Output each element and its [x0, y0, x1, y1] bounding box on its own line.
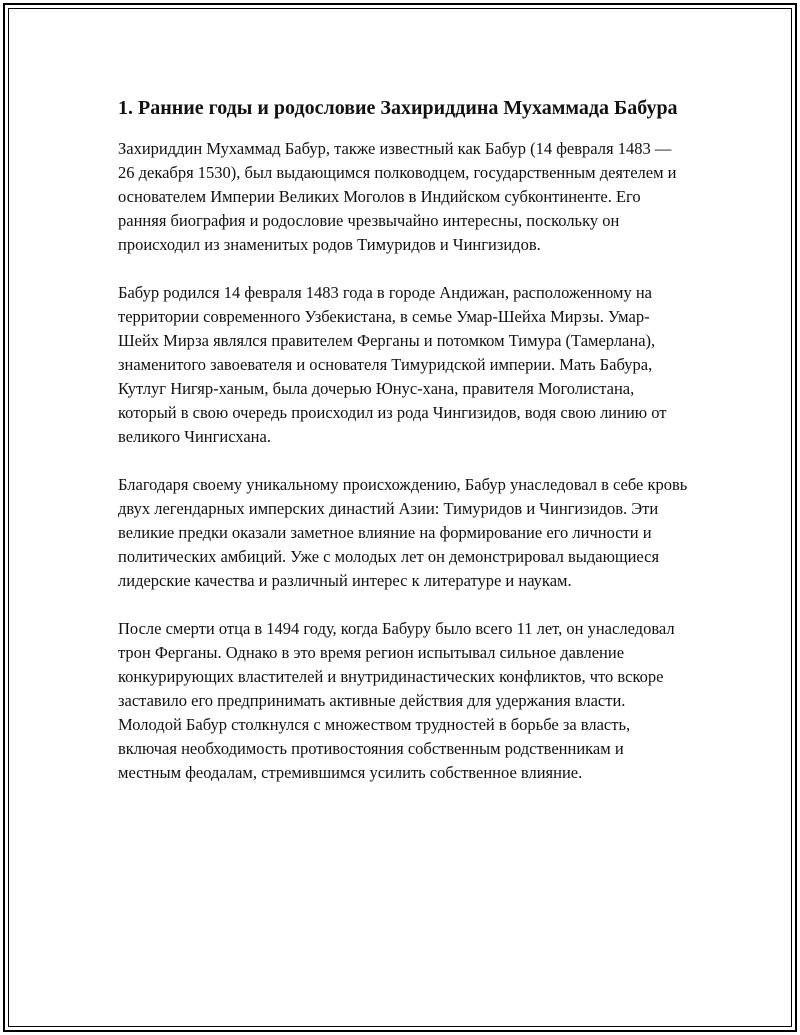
paragraph-1: Захириддин Мухаммад Бабур, также известный как Бабур (14 февраля 1483 — 26 декабря 1530), был выдающимся полководцем, государственным деятелем и основателем Империи Великих Моголов в Индийском субконтиненте. Его ранняя биография и родословие чрезвычайно интересны, поскольку он происходил из знаменитых родов Тимуридов и Чингизидов.	[118, 139, 677, 254]
document-title: 1. Ранние годы и родословие Захириддина Мухаммада Бабура	[118, 97, 678, 119]
document-body	[118, 94, 688, 809]
paragraph-2: Бабур родился 14 февраля 1483 года в городе Андижан, расположенному на территории современного Узбекистана, в семье Умар-Шейха Мирзы. Умар-Шейх Мирза являлся правителем Ферганы и потомком Тимура (Тамерлана), знаменитого завоевателя и основателя Тимуридской империи. Мать Бабура, Кутлуг Нигяр-ханым, была дочерью Юнус-хана, правителя Моголистана, который в свою очередь происходил из рода Чингизидов, водя свою линию от великого Чингисхана.	[118, 283, 667, 446]
paragraph-4: После смерти отца в 1494 году, когда Бабуру было всего 11 лет, он унаследовал трон Ферганы. Однако в это время регион испытывал сильное давление конкурирующих властителей и внутридинастических конфликтов, что вскоре заставило его предпринимать активные действия для удержания власти. Молодой Бабур столкнулся с множеством трудностей в борьбе за власть, включая необходимость противостояния собственным родственникам и местным феодалам, стремившимся усилить собственное влияние.	[118, 619, 675, 782]
paragraph-3: Благодаря своему уникальному происхождению, Бабур унаследовал в себе кровь двух легендарных имперских династий Азии: Тимуридов и Чингизидов. Эти великие предки оказали заметное влияние на формирование его личности и политических амбиций. Уже с молодых лет он демонстрировал выдающиеся лидерские качества и различный интерес к литературе и наукам.	[118, 475, 688, 590]
